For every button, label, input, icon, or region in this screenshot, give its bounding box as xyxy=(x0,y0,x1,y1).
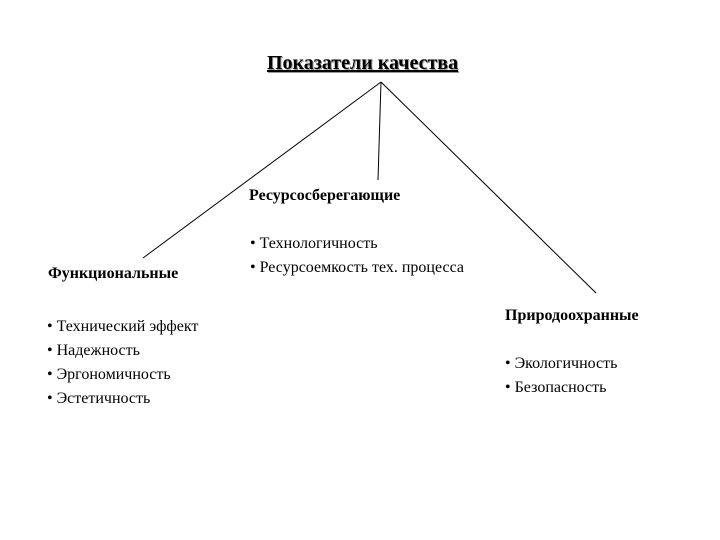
list-item: • Технологичность xyxy=(250,232,464,256)
connector-to-resource-saving xyxy=(378,82,381,180)
list-item: • Надежность xyxy=(47,339,198,363)
environmental-list xyxy=(505,352,617,400)
functional-list xyxy=(47,315,198,411)
list-item: • Безопасность xyxy=(505,376,617,400)
functional-title: Функциональные xyxy=(48,265,179,282)
environmental-title: Природоохранные xyxy=(505,307,639,324)
list-item: • Эстетичность xyxy=(47,387,198,411)
list-item: • Технический эффект xyxy=(47,315,198,339)
list-item: • Экологичность xyxy=(505,352,617,376)
list-item: • Ресурсоемкость тех. процесса xyxy=(250,256,464,280)
list-item: • Эргономичность xyxy=(47,363,198,387)
resource-saving-title: Ресурсосберегающие xyxy=(249,187,401,204)
resource-saving-list xyxy=(250,232,464,280)
root-title: Показатели качества xyxy=(267,52,459,74)
